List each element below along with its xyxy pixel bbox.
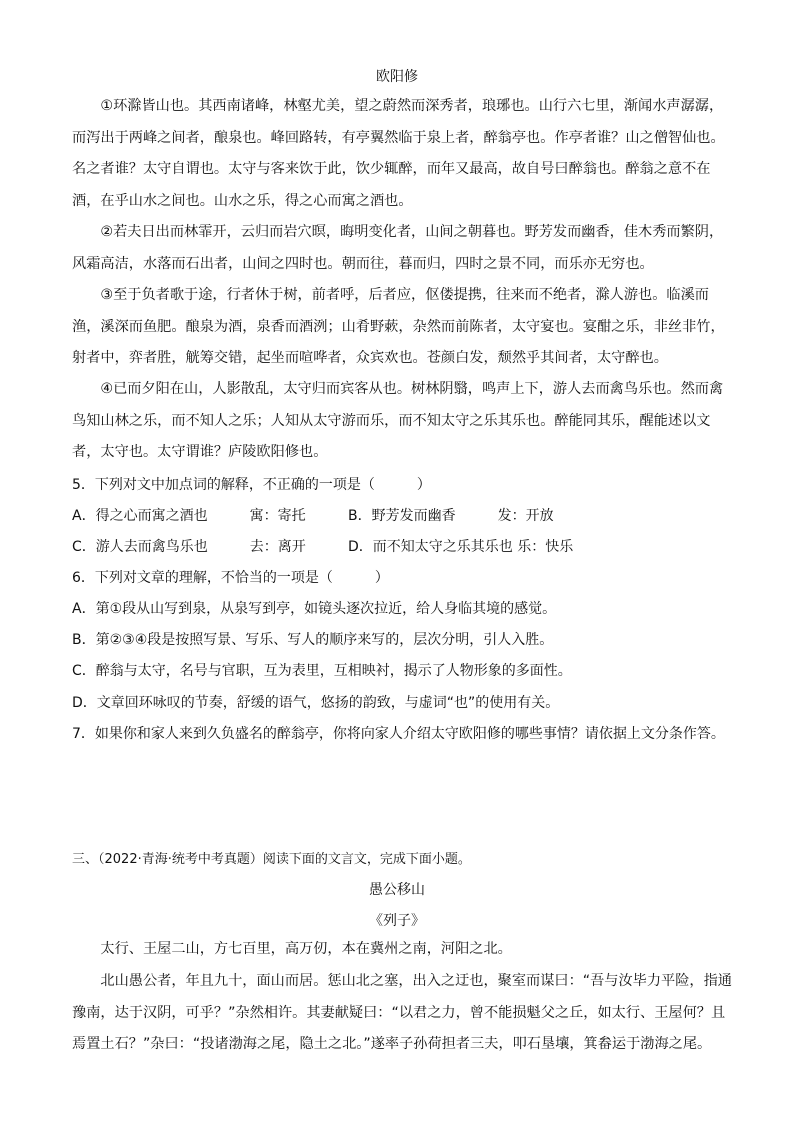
section-3-paragraph-1: 太行、王屋二山，方七百里，高万仞，本在冀州之南，河阳之北。 [100, 941, 512, 957]
section-3-paragraph-2: 北山愚公者，年且九十，面山而居。惩山北之塞，出入之迂也，聚室而谋曰：“吾与汝毕力平险，指通豫南，达于汉阴，可乎？”杂然相许。其妻献疑曰：“以君之力，曾不能损魁父之丘，如太行、王屋何？且焉置土石？”杂曰：“投诸渤海之尾，隐土之北。”遂率子孙荷担者三夫，叩石垦壤，箕畚运于渤海之尾。 [72, 973, 732, 1052]
section-3-title: 愚公移山 [369, 882, 425, 898]
question-6-option-b: B．第②③④段是按照写景、写乐、写人的顺序来写的，层次分明，引人入胜。 [72, 632, 554, 648]
section-3-source: 《列子》 [369, 913, 425, 929]
section-3-header: 三、（2022·青海·统考中考真题）阅读下面的文言文，完成下面小题。 [72, 852, 471, 867]
paragraph-4: ④已而夕阳在山，人影散乱，太守归而宾客从也。树林阴翳，鸣声上下，游人去而禽鸟乐也。然而禽鸟知山林之乐，而不知人之乐；人知从太守游而乐，而不知太守之乐其乐也。醉能同其乐，醒能述以文者，太守也。太守谓谁？庐陵欧阳修也。 [72, 381, 724, 460]
question-5-option-d: D．而不知太守之乐其乐也 乐：快乐 [348, 539, 574, 555]
paragraph-2: ②若夫日出而林霏开，云归而岩穴暝，晦明变化者，山间之朝暮也。野芳发而幽香，佳木秀而繁阴，风霜高洁，水落而石出者，山间之四时也。朝而往，暮而归，四时之景不同，而乐亦无穷也。 [72, 224, 724, 272]
question-6-option-d: D．文章回环咏叹的节奏，舒缓的语气，悠扬的韵致，与虚词“也”的使用有关。 [72, 695, 560, 711]
question-7: 7．如果你和家人来到久负盛名的醉翁亭，你将向家人介绍太守欧阳修的哪些事情？请依据上文分条作答。 [72, 726, 725, 742]
paragraph-1: ①环滁皆山也。其西南诸峰，林壑尤美，望之蔚然而深秀者，琅琊也。山行六七里，渐闻水声潺潺，而泻出于两峰之间者，酿泉也。峰回路转，有亭翼然临于泉上者，醉翁亭也。作亭者谁？山之僧智仙也。名之者谁？太守自谓也。太守与客来饮于此，饮少辄醉，而年又最高，故自号曰醉翁也。醉翁之意不在酒，在乎山水之间也。山水之乐，得之心而寓之酒也。 [72, 98, 725, 209]
question-6-option-a: A．第①段从山写到泉，从泉写到亭，如镜头逐次拉近，给人身临其境的感觉。 [72, 601, 557, 617]
question-5-option-a: A．得之心而寓之酒也 寓：寄托 [72, 508, 306, 524]
passage-author: 欧阳修 [376, 69, 418, 85]
paragraph-3: ③至于负者歌于途，行者休于树，前者呼，后者应，伛偻提携，往来而不绝者，滁人游也。临溪而渔，溪深而鱼肥。酿泉为酒，泉香而酒洌；山肴野蔌，杂然而前陈者，太守宴也。宴酣之乐，非丝非竹，射者中，弈者胜，觥筹交错，起坐而喧哗者，众宾欢也。苍颜白发，颓然乎其间者，太守醉也。 [72, 287, 725, 366]
question-5: 5．下列对文中加点词的解释，不正确的一项是（ ） [72, 477, 431, 493]
question-5-option-b: B．野芳发而幽香 发：开放 [348, 508, 554, 524]
question-6-option-c: C．醉翁与太守，名号与官职，互为表里，互相映衬，揭示了人物形象的多面性。 [72, 663, 572, 679]
question-5-option-c: C．游人去而禽鸟乐也 去：离开 [72, 539, 306, 555]
question-6: 6．下列对文章的理解，不恰当的一项是（ ） [72, 570, 389, 586]
